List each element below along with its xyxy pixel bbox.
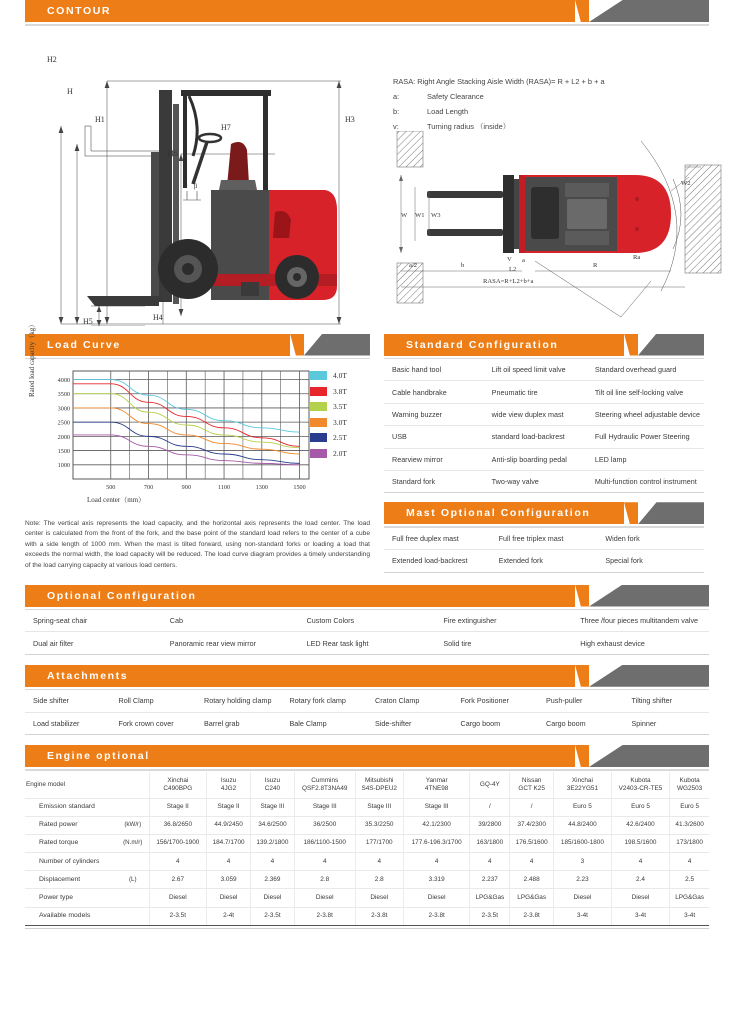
svg-text:1000: 1000	[57, 462, 70, 470]
engine-table-cell: 4	[251, 853, 295, 871]
load-curve-header-slant	[290, 334, 304, 356]
table-cell: Tilting shifter	[624, 690, 710, 712]
legend-item	[310, 433, 347, 442]
engine-table-cell: 4	[207, 853, 251, 871]
dim-W: W	[401, 211, 408, 219]
table-cell: Standard overhead guard	[587, 359, 704, 381]
table-cell: Push-puller	[538, 690, 624, 712]
engine-table-cell: 163/1800	[470, 834, 510, 852]
table-cell: High exhaust device	[572, 632, 709, 654]
engine-table-cell: 176.5/1600	[510, 834, 554, 852]
attachments-header-orange	[25, 665, 575, 687]
engine-table-cell: 42.1/2300	[403, 816, 470, 834]
engine-row-label: Power type	[25, 889, 117, 907]
engine-table-cell: 2-3.8t	[355, 907, 403, 925]
engine-table-cell: Stage III	[403, 798, 470, 816]
engine-table-cell: 2-3.5t	[149, 907, 207, 925]
engine-table-cell: 36/2500	[294, 816, 355, 834]
table-cell: Load stabilizer	[25, 712, 111, 734]
rasa-v-val: Turning radius （inside）	[427, 121, 511, 131]
dim-H1: H1	[95, 114, 105, 124]
dim-H7: H7	[221, 122, 231, 132]
table-row	[25, 690, 709, 712]
engine-table-row	[25, 772, 709, 799]
engine-table-cell: 4	[355, 853, 403, 871]
table-cell: Rearview mirror	[384, 448, 484, 470]
dim-b: b	[461, 261, 465, 269]
engine-bottom-rule	[25, 928, 709, 929]
engine-optional-rule	[25, 769, 709, 771]
load-curve-rule	[25, 358, 370, 360]
engine-table-cell: 2-4t	[207, 907, 251, 925]
engine-row-unit	[117, 889, 149, 907]
attachments-header-grey	[589, 665, 709, 687]
optional-configuration-block	[25, 585, 709, 655]
dim-H4: H4	[153, 312, 163, 322]
contour-drawings	[25, 26, 709, 326]
engine-table-cell: /	[510, 798, 554, 816]
table-row	[25, 610, 709, 632]
legend-item	[310, 387, 347, 396]
table-cell: LED lamp	[587, 448, 704, 470]
table-cell: Full free duplex mast	[384, 528, 491, 550]
engine-table-cell: Diesel	[207, 889, 251, 907]
table-cell: Cab	[162, 610, 299, 632]
svg-text:700: 700	[143, 484, 154, 491]
legend-swatch	[310, 371, 327, 380]
engine-table-cell: 34.6/2500	[251, 816, 295, 834]
contour-header-grey	[589, 0, 709, 22]
attachments-header-slant	[575, 665, 589, 687]
engine-table-cell: Stage III	[251, 798, 295, 816]
standard-configuration-table	[384, 359, 704, 493]
contour-header-slant	[575, 0, 589, 22]
legend-swatch	[310, 402, 327, 411]
legend-label: 3.5T	[333, 402, 347, 412]
rasa-notes	[393, 74, 605, 134]
engine-table-cell: 36.8/2650	[149, 816, 207, 834]
table-row	[384, 550, 704, 572]
engine-table-cell: Diesel	[554, 889, 612, 907]
engine-table-row	[25, 834, 709, 852]
engine-table-cell: 37.4/2300	[510, 816, 554, 834]
engine-table-cell: /	[470, 798, 510, 816]
engine-row-unit: (L)	[117, 871, 149, 889]
table-cell: Side shifter	[25, 690, 111, 712]
table-cell: Panoramic rear view mirror	[162, 632, 299, 654]
optional-configuration-table	[25, 610, 709, 655]
engine-table-cell: 4	[510, 853, 554, 871]
engine-table-cell: Yanmar 4TNE98	[403, 772, 470, 799]
section-header-attachments	[25, 665, 709, 687]
engine-table-cell: 2-3.5t	[251, 907, 295, 925]
table-cell: LED Rear task light	[299, 632, 436, 654]
optional-config-header-grey	[589, 585, 709, 607]
attachments-table	[25, 690, 709, 735]
engine-table-cell: 2-3.8t	[510, 907, 554, 925]
table-cell: Rotary fork clamp	[282, 690, 368, 712]
section-header-load-curve	[25, 334, 370, 356]
table-cell: Rotary holding clamp	[196, 690, 282, 712]
section-header-engine-optional	[25, 745, 709, 767]
engine-table-cell: Stage III	[355, 798, 403, 816]
table-row	[25, 632, 709, 654]
engine-table-cell: 198.5/1600	[611, 834, 670, 852]
engine-table-cell: Euro 5	[611, 798, 670, 816]
section-header-mast-optional	[384, 502, 704, 524]
standard-config-header-slant	[624, 334, 638, 356]
optional-config-header-orange	[25, 585, 575, 607]
table-cell: Solid tire	[435, 632, 572, 654]
load-curve-header-grey	[304, 334, 370, 356]
legend-label: 4.0T	[333, 371, 347, 380]
engine-table-cell: Nissan GCT K25	[510, 772, 554, 799]
dim-Ra: Ra	[633, 253, 641, 261]
engine-table-cell: 2.8	[355, 871, 403, 889]
engine-table-cell: 35.3/2250	[355, 816, 403, 834]
standard-config-header-grey	[638, 334, 704, 356]
rasa-b-key: b:	[393, 106, 400, 116]
engine-table-cell: 2-3.8t	[403, 907, 470, 925]
engine-table-cell: Xinchai 3E22YG51	[554, 772, 612, 799]
legend-item	[310, 449, 347, 458]
legend-label: 2.5T	[333, 433, 347, 443]
engine-row-label: Available models	[25, 907, 117, 925]
engine-row-unit	[117, 853, 149, 871]
table-cell: Fork crown cover	[111, 712, 197, 734]
standard-config-header-orange	[384, 334, 624, 356]
chart-plot-area	[45, 367, 313, 495]
svg-text:900: 900	[181, 484, 191, 491]
engine-table-cell: 3-4t	[611, 907, 670, 925]
engine-table-cell: 44.9/2450	[207, 816, 251, 834]
engine-table-cell: Diesel	[355, 889, 403, 907]
engine-table-cell: 41.3/2600	[670, 816, 709, 834]
engine-table-cell: 4	[470, 853, 510, 871]
engine-table-cell: Kubota V2403-CR-TE5	[611, 772, 670, 799]
table-cell: standard load-backrest	[484, 426, 587, 448]
table-cell: Lift oil speed limit valve	[484, 359, 587, 381]
mast-optional-block	[384, 502, 704, 572]
engine-table-cell: Kubota WG2503	[670, 772, 709, 799]
table-cell: Barrel grab	[196, 712, 282, 734]
contour-header-orange	[25, 0, 575, 22]
section-header-standard-config	[384, 334, 704, 356]
attachments-block	[25, 665, 709, 735]
engine-table-cell: 2.67	[149, 871, 207, 889]
legend-label: 3.8T	[333, 386, 347, 396]
engine-table-cell: 184.7/1700	[207, 834, 251, 852]
table-cell: Bale Clamp	[282, 712, 368, 734]
chart-y-axis-label: Rated load capacity（kg）	[28, 320, 36, 397]
table-cell: Extended load-backrest	[384, 550, 491, 572]
standard-config-column	[384, 334, 704, 573]
engine-table-cell: Stage II	[207, 798, 251, 816]
chart-legend	[310, 371, 347, 465]
engine-table-row	[25, 798, 709, 816]
legend-swatch	[310, 387, 327, 396]
section-header-optional-config	[25, 585, 709, 607]
svg-text:2500: 2500	[57, 419, 70, 427]
engine-table-cell: Cummins QSF2.8T3NA49	[294, 772, 355, 799]
table-cell: Side-shifter	[367, 712, 453, 734]
table-cell: Spring-seat chair	[25, 610, 162, 632]
rasa-a	[393, 89, 605, 104]
table-cell: Fire extinguisher	[435, 610, 572, 632]
engine-table-cell: 177/1700	[355, 834, 403, 852]
dim-H6: H6	[168, 148, 178, 158]
engine-table-cell: LPG&Gas	[670, 889, 709, 907]
table-cell: Dual air filter	[25, 632, 162, 654]
engine-table-cell: Diesel	[251, 889, 295, 907]
table-cell: Cable handbrake	[384, 381, 484, 403]
svg-text:4000: 4000	[57, 376, 70, 384]
mast-optional-header-slant	[624, 502, 638, 524]
dim-beta: β	[194, 182, 198, 190]
rasa-b-val: Load Length	[427, 106, 469, 116]
engine-row-label: Emission standard	[25, 798, 117, 816]
legend-label: 2.0T	[333, 448, 347, 458]
table-cell: Tilt oil line self-locking valve	[587, 381, 704, 403]
engine-table-cell: Xinchai C490BPG	[149, 772, 207, 799]
engine-table-cell: Mitsubishi S4S-DPEU2	[355, 772, 403, 799]
legend-item	[310, 402, 347, 411]
engine-table-cell: 186/1100-1500	[294, 834, 355, 852]
engine-table-cell: Euro 5	[554, 798, 612, 816]
engine-table-row	[25, 889, 709, 907]
engine-table-cell: Diesel	[294, 889, 355, 907]
engine-table-cell: 2.4	[611, 871, 670, 889]
mast-optional-title: Mast Optional Configuration	[406, 507, 591, 520]
table-cell: Extended fork	[491, 550, 598, 572]
dim-alpha: α	[184, 182, 188, 190]
engine-optional-table	[25, 772, 709, 926]
engine-table-cell: 4	[670, 853, 709, 871]
engine-row-label: Rated power	[25, 816, 117, 834]
legend-label: 3.0T	[333, 417, 347, 427]
engine-table-cell: Diesel	[403, 889, 470, 907]
mast-optional-header-grey	[638, 502, 704, 524]
engine-table-cell: Isuzu C240	[251, 772, 295, 799]
engine-table-cell: 4	[611, 853, 670, 871]
table-cell: Full free triplex mast	[491, 528, 598, 550]
table-cell: Full Hydraulic Power Steering	[587, 426, 704, 448]
dim-H3: H3	[345, 114, 355, 124]
section-header-contour	[25, 0, 709, 22]
svg-text:3500: 3500	[57, 391, 70, 399]
svg-text:1500: 1500	[57, 447, 70, 455]
attachments-title: Attachments	[47, 669, 129, 682]
engine-table-cell: 4	[403, 853, 470, 871]
engine-optional-header-slant	[575, 745, 589, 767]
standard-config-title: Standard Configuration	[406, 338, 559, 351]
contour-title: CONTOUR	[47, 5, 112, 17]
dim-H5: H5	[83, 316, 93, 326]
rasa-b	[393, 104, 605, 119]
dim-L4	[235, 325, 244, 326]
load-curve-title: Load Curve	[47, 338, 121, 351]
table-cell: Custom Colors	[299, 610, 436, 632]
legend-item	[310, 371, 347, 380]
dim-rasa-formula: RASA=R+L2+b+a	[483, 277, 534, 285]
dim-V: V	[507, 255, 512, 263]
svg-text:1300: 1300	[255, 484, 268, 491]
forklift-top-view-diagram	[385, 131, 734, 326]
engine-table-cell: 42.6/2400	[611, 816, 670, 834]
engine-table-cell: 44.8/2400	[554, 816, 612, 834]
engine-table-cell: 3.319	[403, 871, 470, 889]
svg-text:1100: 1100	[217, 484, 231, 491]
table-cell: Cargo boom	[453, 712, 539, 734]
table-row	[384, 403, 704, 425]
engine-row-label: Number of cylinders	[25, 853, 117, 871]
dim-R: R	[593, 261, 598, 269]
engine-optional-block	[25, 745, 709, 929]
engine-table-cell: Diesel	[149, 889, 207, 907]
engine-table-cell: Isuzu 4JG2	[207, 772, 251, 799]
table-cell: Spinner	[624, 712, 710, 734]
load-curve-note: Note: The vertical axis represents the load capacity, and the horizontal axis represents the load center. The load center is calculated from the front of the fork, and the base point of the standard load refers to the center of a cube with a side length of 1000 mm. When the mast is tilted forward, using non-standard forks or loading a load that exceeds the normal width, the load capacity will be reduced. The load curve diagram provides a timely understanding of the load carrying capacity at various load centers.	[25, 520, 370, 569]
engine-table-cell: 3-4t	[554, 907, 612, 925]
rasa-a-val: Safety Clearance	[427, 91, 484, 101]
optional-config-header-slant	[575, 585, 589, 607]
table-cell: Fork Positioner	[453, 690, 539, 712]
engine-row-label: Rated torque	[25, 834, 117, 852]
engine-row-unit: (N.m/r)	[117, 834, 149, 852]
table-cell: Roll Clamp	[111, 690, 197, 712]
engine-table-cell: 139.2/1800	[251, 834, 295, 852]
engine-optional-header-orange	[25, 745, 575, 767]
engine-table-cell: 3.059	[207, 871, 251, 889]
dim-H2: H2	[47, 54, 57, 64]
rasa-formula: RASA: Right Angle Stacking Aisle Width (RASA)= R + L2 + b + a	[393, 76, 605, 86]
dim-a: a	[522, 256, 525, 264]
engine-table-cell: 173/1800	[670, 834, 709, 852]
engine-table-cell: 2.8	[294, 871, 355, 889]
engine-row-unit: (kW/r)	[117, 816, 149, 834]
dim-a2: a/2	[409, 261, 418, 269]
table-cell: Basic hand tool	[384, 359, 484, 381]
dim-L3	[305, 325, 314, 326]
engine-table-cell: LPG&Gas	[510, 889, 554, 907]
engine-table-cell: 2.237	[470, 871, 510, 889]
table-row	[384, 359, 704, 381]
svg-text:500: 500	[106, 484, 116, 491]
table-cell: Steering wheel adjustable device	[587, 403, 704, 425]
engine-table-row	[25, 871, 709, 889]
engine-table-row	[25, 816, 709, 834]
table-cell: Three /four pieces multitandem valve	[572, 610, 709, 632]
table-cell: Craton Clamp	[367, 690, 453, 712]
dim-W1: W1	[415, 211, 425, 219]
engine-table-cell: 2.369	[251, 871, 295, 889]
table-cell: Widen fork	[597, 528, 704, 550]
engine-table-cell: Stage III	[294, 798, 355, 816]
table-cell: Two-way valve	[484, 470, 587, 492]
dim-H: H	[67, 86, 73, 96]
svg-text:1500: 1500	[293, 484, 306, 491]
dim-L2	[171, 325, 180, 326]
table-cell: wide view duplex mast	[484, 403, 587, 425]
table-row	[384, 381, 704, 403]
table-row	[25, 712, 709, 734]
dim-W2: W2	[681, 179, 691, 187]
engine-table-cell: 2.23	[554, 871, 612, 889]
engine-table-cell: 3	[554, 853, 612, 871]
engine-table-cell: 177.6-196.3/1700	[403, 834, 470, 852]
table-row	[384, 426, 704, 448]
optional-config-title: Optional Configuration	[47, 589, 197, 602]
engine-table-cell: 2.5	[670, 871, 709, 889]
table-cell: Special fork	[597, 550, 704, 572]
mast-optional-table	[384, 528, 704, 573]
tilt-angle-marks	[180, 178, 220, 208]
engine-row-unit	[117, 798, 149, 816]
table-cell: Anti-slip boarding pedal	[484, 448, 587, 470]
table-row	[384, 470, 704, 492]
legend-swatch	[310, 418, 327, 427]
legend-swatch	[310, 449, 327, 458]
legend-swatch	[310, 433, 327, 442]
dim-L2-top: L2	[509, 265, 517, 273]
mast-optional-header-orange	[384, 502, 624, 524]
engine-table-cell: 2-3.8t	[294, 907, 355, 925]
engine-table-cell: 2-3.5t	[470, 907, 510, 925]
engine-table-cell: 4	[294, 853, 355, 871]
engine-table-cell: Stage II	[149, 798, 207, 816]
engine-table-row	[25, 907, 709, 925]
engine-optional-title: Engine optional	[47, 750, 150, 762]
engine-row-unit	[117, 772, 149, 799]
load-curve-header-orange	[25, 334, 290, 356]
table-cell: Pneumatic tire	[484, 381, 587, 403]
svg-text:2000: 2000	[57, 433, 70, 441]
engine-row-label: Engine model	[25, 772, 117, 799]
table-cell: Standard fork	[384, 470, 484, 492]
engine-table-cell: GQ-4Y	[470, 772, 510, 799]
engine-table-cell: 156/1700-1900	[149, 834, 207, 852]
dim-W3: W3	[431, 211, 441, 219]
table-cell: Warning buzzer	[384, 403, 484, 425]
svg-text:3000: 3000	[57, 405, 70, 413]
engine-table-cell: LPG&Gas	[470, 889, 510, 907]
engine-table-cell: Euro 5	[670, 798, 709, 816]
engine-row-unit	[117, 907, 149, 925]
engine-table-cell: 2.488	[510, 871, 554, 889]
rasa-a-key: a:	[393, 91, 400, 101]
rasa-v-key: v:	[393, 121, 399, 131]
engine-table-row	[25, 853, 709, 871]
table-cell: USB	[384, 426, 484, 448]
table-row	[384, 528, 704, 550]
legend-item	[310, 418, 347, 427]
table-cell: Multi-function control instrument	[587, 470, 704, 492]
engine-table-cell: 3-4t	[670, 907, 709, 925]
engine-table-cell: Diesel	[611, 889, 670, 907]
engine-row-label: Displacement	[25, 871, 117, 889]
engine-table-cell: 39/2800	[470, 816, 510, 834]
engine-table-cell: 185/1600-1800	[554, 834, 612, 852]
engine-optional-header-grey	[589, 745, 709, 767]
engine-table-cell: 4	[149, 853, 207, 871]
table-row	[384, 448, 704, 470]
chart-x-axis-label: Load center（mm）	[87, 496, 146, 504]
table-cell: Cargo boom	[538, 712, 624, 734]
